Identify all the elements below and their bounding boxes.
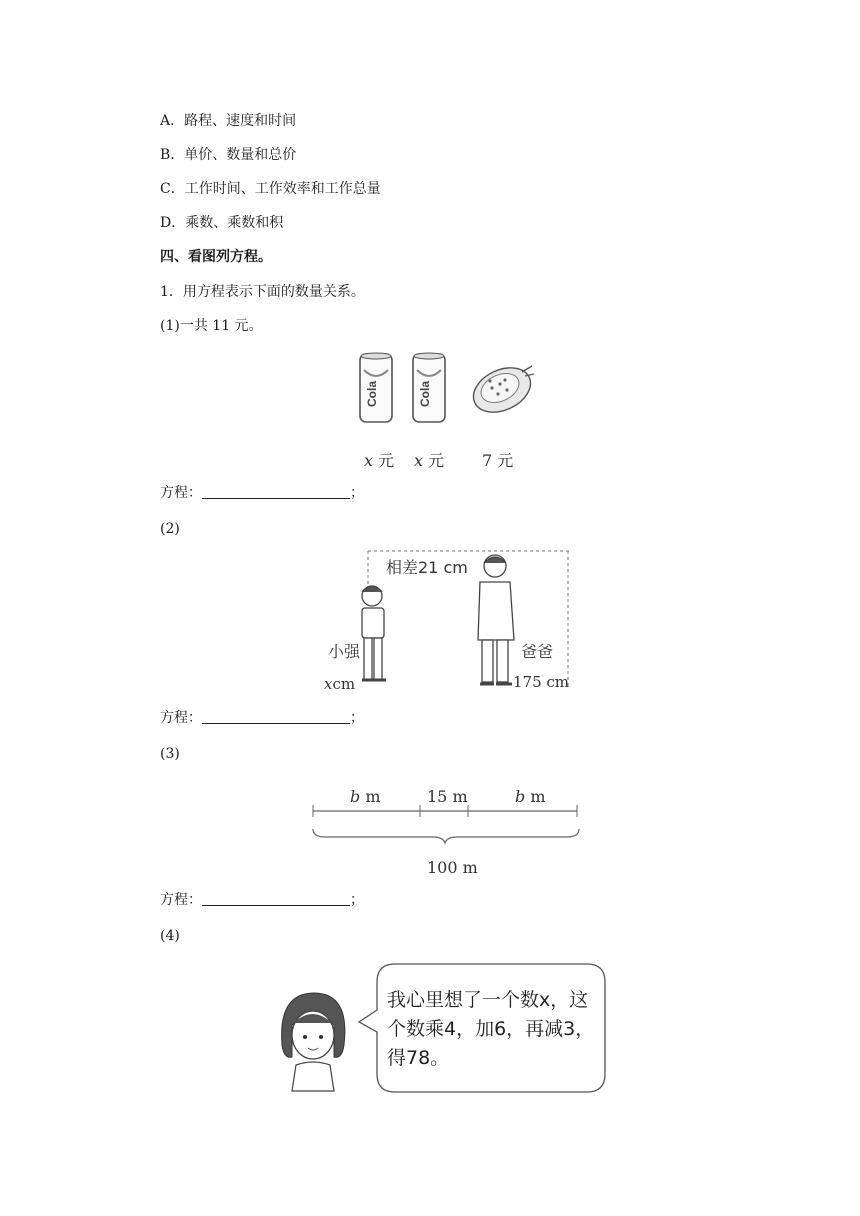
option-a: A．路程、速度和时间 <box>160 113 297 129</box>
cola-figure <box>350 348 550 473</box>
problem-2-label: (2) <box>160 521 180 537</box>
option-d: D．乘数、乘数和积 <box>160 215 284 231</box>
cola-price-1: x 元 <box>364 451 395 470</box>
dad-figure-icon <box>478 555 514 684</box>
dad-height: 175 cm <box>513 673 570 691</box>
child-figure-icon <box>362 586 386 680</box>
height-figure <box>320 548 580 696</box>
answer-blank-2[interactable] <box>202 709 350 724</box>
can-text: Cola <box>418 380 432 408</box>
cola-can-icon <box>413 353 445 422</box>
girl-figure <box>272 985 362 1095</box>
equation-line-1: 方程： ； <box>160 485 364 501</box>
total-brace <box>313 829 579 843</box>
problem-1-label: (1)一共 11 元。 <box>160 318 263 334</box>
speech-bubble <box>355 962 610 1097</box>
height-difference: 相差21 cm <box>386 555 468 578</box>
equation-line-2: 方程： ； <box>160 710 364 726</box>
question-1: 1．用方程表示下面的数量关系。 <box>160 284 365 300</box>
segment-right: b m <box>515 787 546 806</box>
speech-line-3: 得78。 <box>387 1047 450 1069</box>
child-height: xcm <box>324 675 356 693</box>
cola-can-icon <box>360 353 392 422</box>
segment-left: b m <box>350 787 381 806</box>
cola-cans-illustration <box>350 348 550 428</box>
speech-text <box>387 986 594 1073</box>
segment-figure <box>305 785 590 880</box>
answer-blank-1[interactable] <box>202 484 350 499</box>
speech-line-2: 个数乘4，加6，再减3， <box>387 1018 595 1040</box>
speech-line-1: 我心里想了一个数x，这 <box>387 989 589 1011</box>
problem-4-label: (4) <box>160 928 180 944</box>
fruit-icon <box>466 359 537 421</box>
segment-middle: 15 m <box>427 787 468 806</box>
option-c: C．工作时间、工作效率和工作总量 <box>160 181 381 197</box>
girl-icon <box>272 985 362 1095</box>
equation-line-3: 方程： ； <box>160 892 364 908</box>
answer-blank-3[interactable] <box>202 891 350 906</box>
fruit-price: 7 元 <box>482 451 514 470</box>
child-name: 小强 <box>328 642 361 661</box>
dad-name: 爸爸 <box>521 642 554 661</box>
option-b: B．单价、数量和总价 <box>160 147 297 163</box>
can-text: Cola <box>365 380 379 408</box>
cola-price-2: x 元 <box>414 451 445 470</box>
section-title: 四、看图列方程。 <box>160 249 272 265</box>
segment-total: 100 m <box>427 858 478 877</box>
problem-3-label: (3) <box>160 746 180 762</box>
